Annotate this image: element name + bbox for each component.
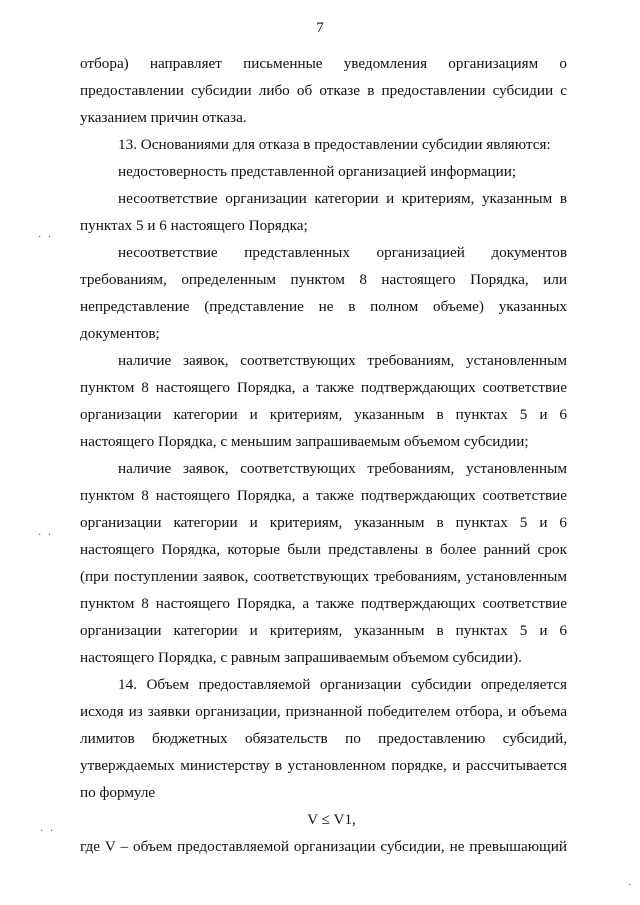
text-line: недостоверность представленной организацией информации; [118,163,517,180]
text-line: исходя из заявки организации, признанной победителем отбора, и объема [80,703,567,720]
text-line: документов; [80,325,160,342]
text-line: непредставление (представление не в полном объеме) указанных [80,298,567,315]
text-line: несоответствие представленных организацией документов [118,244,567,261]
text-line: наличие заявок, соответствующих требованиям, установленным [118,352,567,369]
text-line: настоящего Порядка, с равным запрашиваемым объемом субсидии). [80,649,522,666]
text-line: по формуле [80,784,156,801]
text-line: отбора) направляет письменные уведомления организациям о [80,55,567,72]
text-line: пунктом 8 настоящего Порядка, а также подтверждающих соответствие [80,379,567,396]
text-line: требованиям, определенным пунктом 8 настоящего Порядка, или [80,271,567,288]
text-line: организации категории и критериям, указанным в пунктах 5 и 6 [80,406,567,423]
text-line: настоящего Порядка, которые были представлены в более ранний срок [80,541,567,558]
scan-mark: · · [38,530,54,541]
text-line: предоставлении субсидии либо об отказе в предоставлении субсидии с [80,82,567,99]
formula: V ≤ V1, [307,811,356,828]
document-body [80,50,567,860]
scan-mark: · · [38,232,54,243]
text-line: пунктах 5 и 6 настоящего Порядка; [80,217,308,234]
text-line: утверждаемых министерству в установленном порядке, и рассчитывается [80,757,567,774]
text-line: наличие заявок, соответствующих требованиям, установленным [118,460,567,477]
text-line: где V – объем предоставляемой организации субсидии, не превышающий [80,838,567,855]
text-line: настоящего Порядка, с меньшим запрашиваемым объемом субсидии; [80,433,529,450]
text-line: 14. Объем предоставляемой организации субсидии определяется [118,676,567,693]
text-line: организации категории и критериям, указанным в пунктах 5 и 6 [80,622,567,639]
text-line: пунктом 8 настоящего Порядка, а также подтверждающих соответствие [80,487,567,504]
scan-mark: · · [40,826,56,837]
page-number: 7 [316,20,324,36]
scan-mark: · [628,880,634,891]
text-line: (при поступлении заявок, соответствующих требованиям, установленным [80,568,567,585]
text-line: лимитов бюджетных обязательств по предоставлению субсидий, [80,730,567,747]
text-line: указанием причин отказа. [80,109,247,126]
text-line: несоответствие организации категории и критериям, указанным в [118,190,567,207]
text-line: 13. Основаниями для отказа в предоставлении субсидии являются: [118,136,551,153]
text-line: пунктом 8 настоящего Порядка, а также подтверждающих соответствие [80,595,567,612]
text-line: организации категории и критериям, указанным в пунктах 5 и 6 [80,514,567,531]
